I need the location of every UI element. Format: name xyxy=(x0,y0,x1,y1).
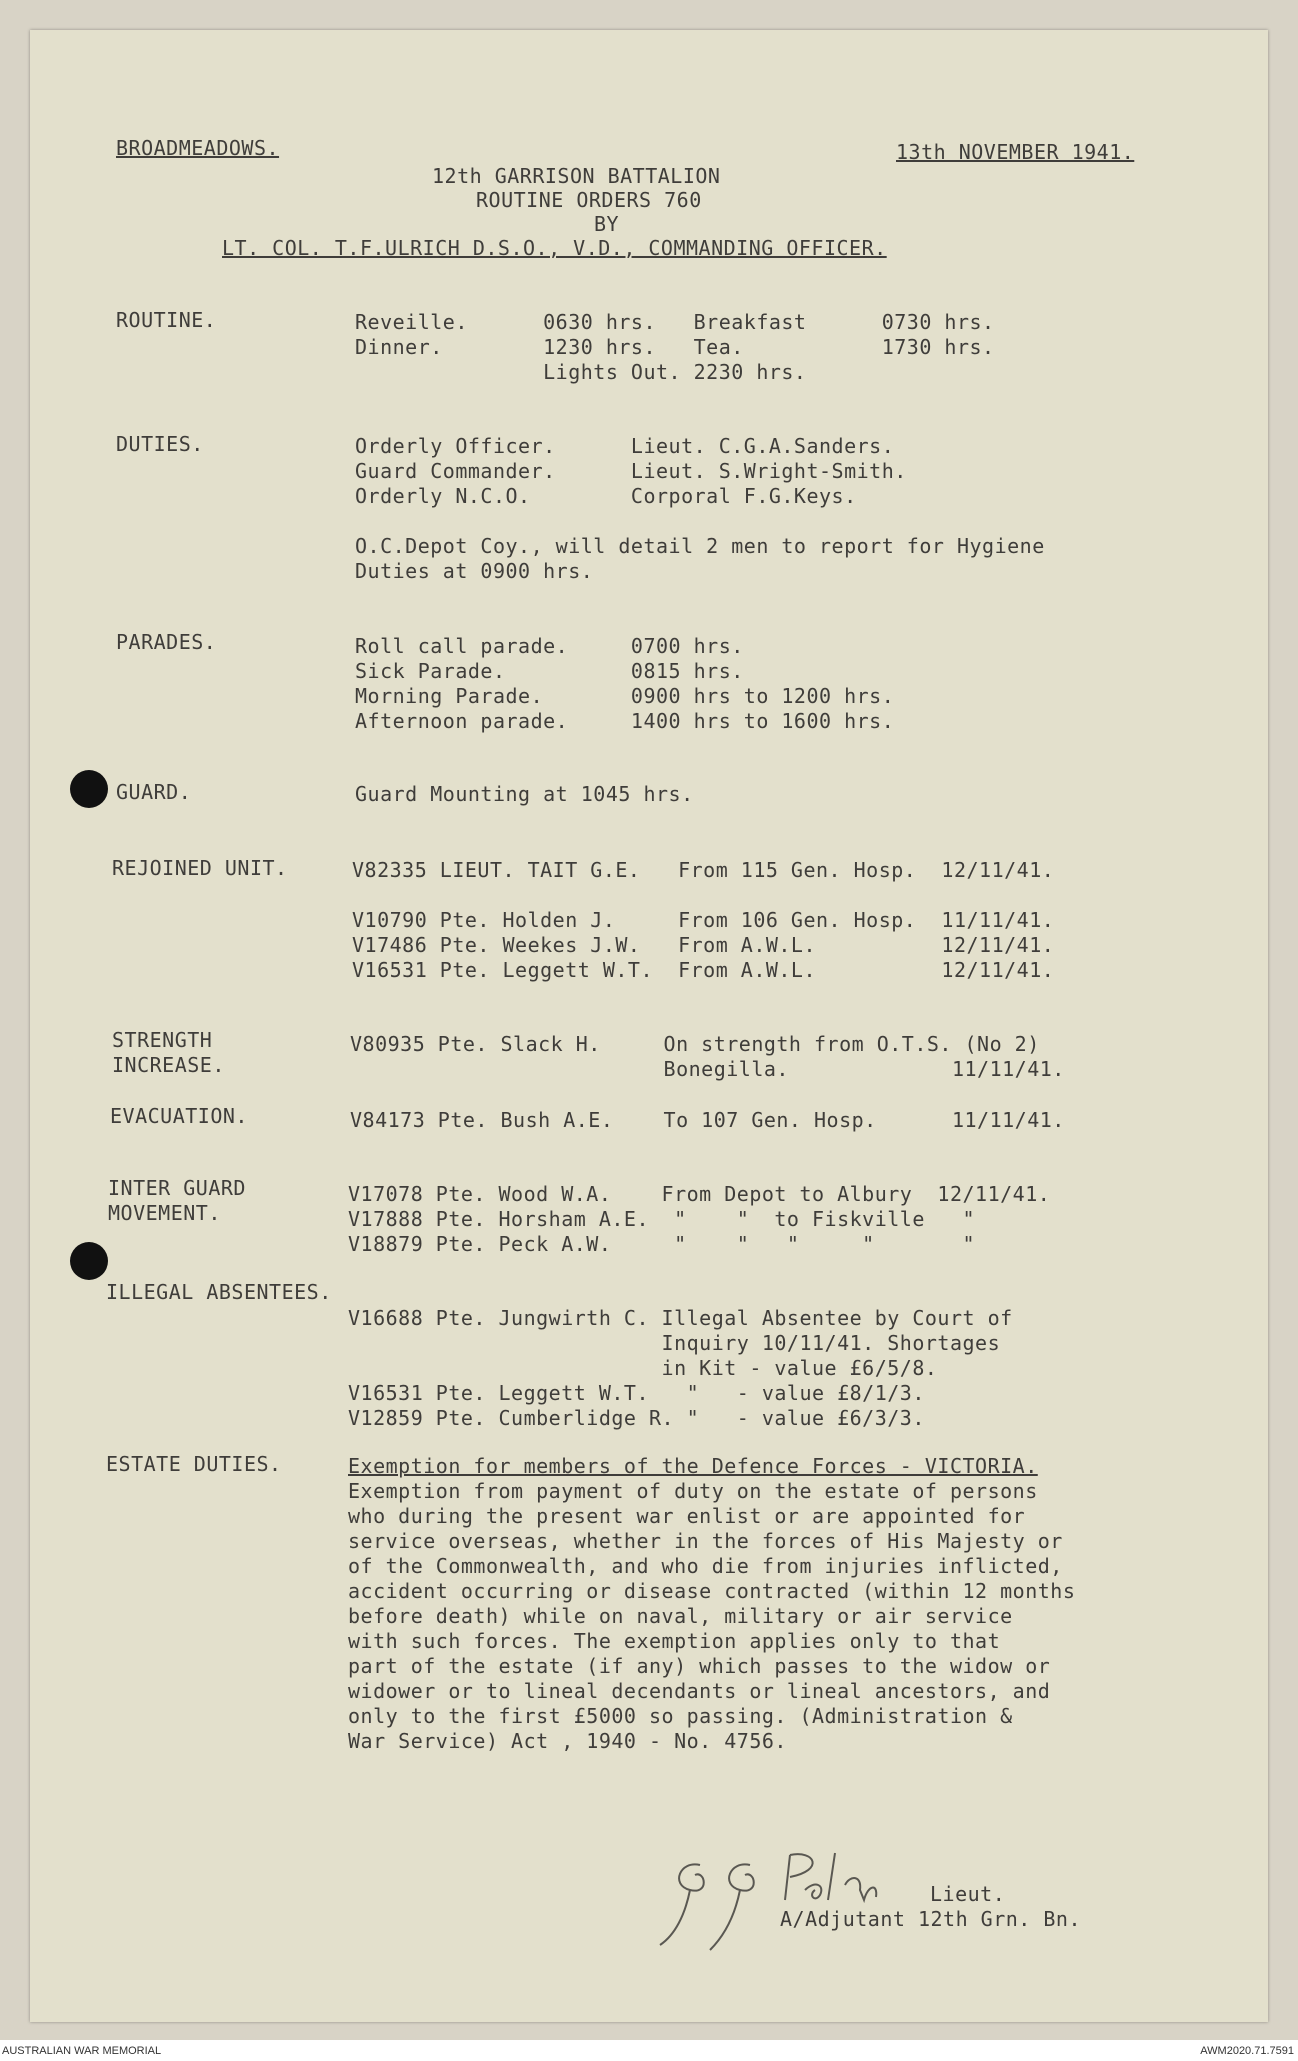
estate-line: only to the first £5000 so passing. (Administration & xyxy=(348,1704,1013,1728)
parades-row: Roll call parade. 0700 hrs. xyxy=(355,634,744,658)
rejoined-heading: REJOINED UNIT. xyxy=(112,856,288,880)
duties-heading: DUTIES. xyxy=(116,432,204,456)
evacuation-heading: EVACUATION. xyxy=(110,1104,248,1128)
evacuation-row: V84173 Pte. Bush A.E. To 107 Gen. Hosp. 11/11/41. xyxy=(350,1108,1065,1132)
illegal-row: Inquiry 10/11/41. Shortages xyxy=(348,1331,1001,1355)
illegal-row: V16531 Pte. Leggett W.T. " - value £8/1/3. xyxy=(348,1381,925,1405)
inter-guard-row: V17888 Pte. Horsham A.E. " " to Fiskville " xyxy=(348,1207,976,1231)
rejoined-row: V82335 LIEUT. TAIT G.E. From 115 Gen. Hosp. 12/11/41. xyxy=(352,858,1055,882)
rejoined-row: V17486 Pte. Weekes J.W. From A.W.L. 12/11/41. xyxy=(352,933,1055,957)
footer-institution: AUSTRALIAN WAR MEMORIAL xyxy=(2,2045,162,2057)
routine-row: Lights Out. 2230 hrs. xyxy=(355,360,807,384)
parades-row: Morning Parade. 0900 hrs to 1200 hrs. xyxy=(355,684,895,708)
duties-row: Orderly N.C.O. Corporal F.G.Keys. xyxy=(355,484,857,508)
inter-guard-heading: MOVEMENT. xyxy=(108,1201,221,1225)
header-place: BROADMEADOWS. xyxy=(116,136,280,160)
strength-heading: STRENGTH xyxy=(112,1028,213,1052)
header-officer: LT. COL. T.F.ULRICH D.S.O., V.D., COMMANDING OFFICER. xyxy=(222,236,887,260)
signature-title: A/Adjutant 12th Grn. Bn. xyxy=(780,1907,1081,1931)
duties-note: O.C.Depot Coy., will detail 2 men to report for Hygiene xyxy=(355,534,1045,558)
estate-line: widower or to lineal decendants or lineal ancestors, and xyxy=(348,1679,1051,1703)
guard-row: Guard Mounting at 1045 hrs. xyxy=(355,782,694,806)
estate-line: service overseas, whether in the forces of His Majesty or xyxy=(348,1529,1063,1553)
routine-heading: ROUTINE. xyxy=(116,308,217,332)
signature-rank: Lieut. xyxy=(930,1882,1006,1906)
rejoined-row: V10790 Pte. Holden J. From 106 Gen. Hosp. 11/11/41. xyxy=(352,908,1055,932)
estate-heading: ESTATE DUTIES. xyxy=(106,1452,282,1476)
strength-row: Bonegilla. 11/11/41. xyxy=(350,1057,1065,1081)
estate-line: Exemption from payment of duty on the estate of persons xyxy=(348,1479,1038,1503)
estate-line: with such forces. The exemption applies only to that xyxy=(348,1629,1001,1653)
routine-row: Reveille. 0630 hrs. Breakfast 0730 hrs. xyxy=(355,310,995,334)
footer-accession: AWM2020.71.7591 xyxy=(1200,2045,1294,2057)
rejoined-row: V16531 Pte. Leggett W.T. From A.W.L. 12/11/41. xyxy=(352,958,1055,982)
illegal-row: in Kit - value £6/5/8. xyxy=(348,1356,938,1380)
parades-row: Afternoon parade. 1400 hrs to 1600 hrs. xyxy=(355,709,895,733)
parades-heading: PARADES. xyxy=(116,630,217,654)
estate-line: before death) while on naval, military or air service xyxy=(348,1604,1013,1628)
handwritten-signature xyxy=(640,1845,940,1955)
header-battalion: 12th GARRISON BATTALION xyxy=(432,164,721,188)
inter-guard-heading: INTER GUARD xyxy=(108,1176,246,1200)
punch-hole-bottom xyxy=(70,1242,108,1280)
duties-row: Orderly Officer. Lieut. C.G.A.Sanders. xyxy=(355,434,895,458)
estate-line: part of the estate (if any) which passes to the widow or xyxy=(348,1654,1051,1678)
guard-heading: GUARD. xyxy=(116,780,192,804)
header-date: 13th NOVEMBER 1941. xyxy=(896,140,1135,164)
illegal-heading: ILLEGAL ABSENTEES. xyxy=(106,1280,332,1304)
estate-title: Exemption for members of the Defence Forces - VICTORIA. xyxy=(348,1454,1038,1478)
illegal-row: V16688 Pte. Jungwirth C. Illegal Absentee by Court of xyxy=(348,1306,1013,1330)
routine-row: Dinner. 1230 hrs. Tea. 1730 hrs. xyxy=(355,335,995,359)
strength-row: V80935 Pte. Slack H. On strength from O.T.S. (No 2) xyxy=(350,1032,1040,1056)
inter-guard-row: V17078 Pte. Wood W.A. From Depot to Albury 12/11/41. xyxy=(348,1182,1051,1206)
header-by: BY xyxy=(594,212,620,236)
estate-line: who during the present war enlist or are appointed for xyxy=(348,1504,1026,1528)
punch-hole-top xyxy=(70,770,108,808)
illegal-row: V12859 Pte. Cumberlidge R. " - value £6/3/3. xyxy=(348,1406,925,1430)
estate-line: of the Commonwealth, and who die from injuries inflicted, xyxy=(348,1554,1063,1578)
duties-row: Guard Commander. Lieut. S.Wright-Smith. xyxy=(355,459,907,483)
duties-note: Duties at 0900 hrs. xyxy=(355,559,594,583)
parades-row: Sick Parade. 0815 hrs. xyxy=(355,659,744,683)
strength-heading: INCREASE. xyxy=(112,1053,225,1077)
inter-guard-row: V18879 Pte. Peck A.W. " " " " " xyxy=(348,1232,976,1256)
header-orders: ROUTINE ORDERS 760 xyxy=(476,188,702,212)
estate-line: accident occurring or disease contracted (within 12 months xyxy=(348,1579,1076,1603)
estate-line: War Service) Act , 1940 - No. 4756. xyxy=(348,1729,787,1753)
